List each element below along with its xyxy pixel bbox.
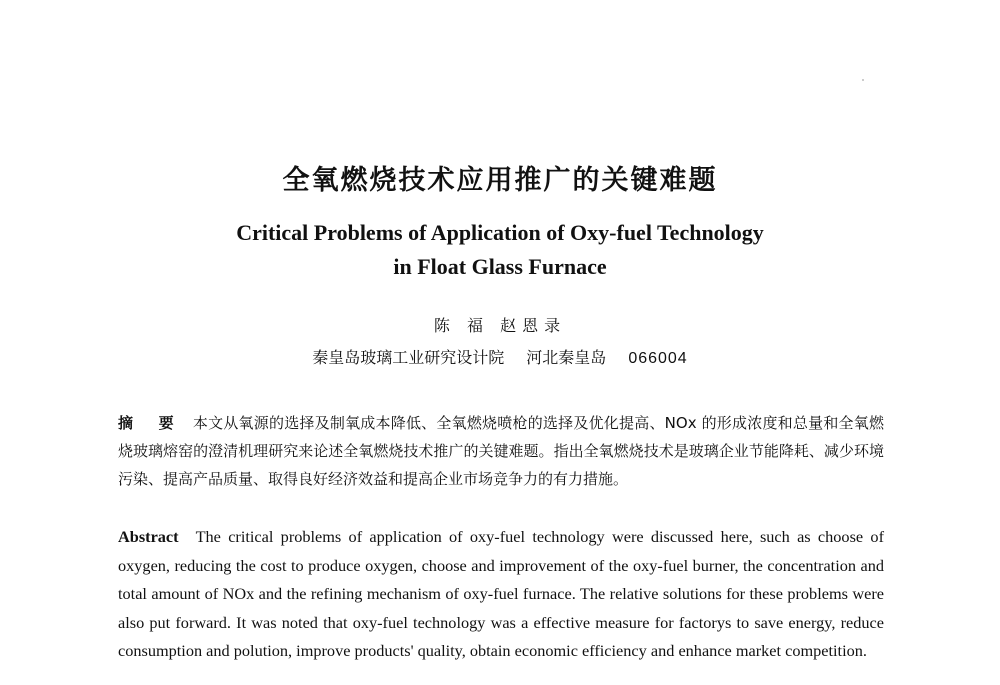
- abstract-chinese-label: 摘 要: [118, 414, 184, 432]
- abstract-english-text: The critical problems of application of oxy-fuel technology were discussed here, such as choose of oxygen, reducing the cost to produce oxygen, choose and improvement of the oxy-fuel burner, the concentration and total amount of NOx and the refining mechanism of oxy-fuel furnace. The relative solutions for these problems were also put forward. It was noted that oxy-fuel technology was a effective measure for factorys to save energy, reduce consumption and polution, improve products' quality, obtain economic efficiency and enhance market competition.: [118, 527, 884, 660]
- scan-speck: [862, 79, 864, 81]
- affiliation-institute: 秦皇岛玻璃工业研究设计院: [312, 348, 505, 367]
- abstract-chinese-text: 本文从氧源的选择及制氧成本降低、全氧燃烧喷枪的选择及优化提高、NOx 的形成浓度和总量和全氧燃烧玻璃熔窑的澄清机理研究来论述全氧燃烧技术推广的关键难题。指出全氧燃烧技术是玻璃企业节能降耗、减少环境污染、提高产品质量、取得良好经济效益和提高企业市场竞争力的有力措施。: [118, 414, 884, 488]
- title-english-line-2: in Float Glass Furnace: [393, 254, 607, 279]
- title-chinese: 全氧燃烧技术应用推广的关键难题: [282, 165, 718, 196]
- abstract-chinese: [118, 409, 884, 493]
- abstract-english-label: Abstract: [118, 527, 179, 546]
- title-english-line-1: Critical Problems of Application of Oxy-fuel Technology: [236, 220, 764, 245]
- affiliation-location: 河北秦皇岛: [526, 348, 607, 367]
- affiliation-postcode: 066004: [628, 350, 688, 367]
- abstract-english: [118, 523, 884, 666]
- affiliation: [0, 345, 1000, 368]
- authors: 陈 福 赵恩录: [433, 316, 567, 335]
